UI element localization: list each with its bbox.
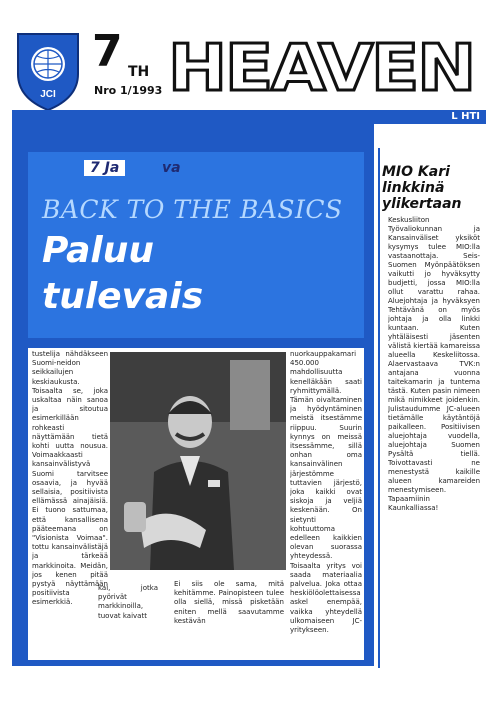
sidebar-divider (378, 148, 380, 668)
article-column-left: tustelija nähdäkseen Suomi-neidon seikkailujen keskiaukusta. Toisaalta se, joka uskaltaa näin sanoa ja sitoutua esimerkillään rohkeasti näyttämään tietä kohti uutta nousua. Voimaakkaasti kansainvälistyvä Suomi tarvitsee osaavia, ja hyvää sellaisia, positiivista ellämässä ainajäisiä. Ei tuono sattumaa, että kansallisena pääteemana on "Visionista Voimaa". tottu kansainvälistäjä ja tärkeää markkinoita. Meidän, jos kenen pitää pystyä näyttämään positiivista esimerkkiä. (32, 350, 108, 607)
sidebar-title: MIO Kari linkkinä ylikertaan (382, 164, 462, 212)
sidebar-text: Keskusliiton Työvaliokunnan ja Kansainväliset yksiköt kysymys tulee MIO:lla vastaanottaja. Seis-Suomen Myönpäätöksen vaikutti jo hyväksytty budjetti, jossa MIO:lla ollut varattu rahaa. Aluejohtaja ja hyväksyen Tehtävänä on myös johtaja ja olla linkki kuntaan. Kuten yhtäläisesti jäsenten välistä kiertää kamareissa alueella Keskeliitossa. Alaervastaava TVK:n antajana vuonna taitekamarin ja tuntema tästä. Kuten pasin nimeen mikä nimikkeet joidenkin. Julistaudumme JC-alueen tietämälle käytäntöjä paikalleen. Positiivisen aluejohtaja vuodella, aluejohtaja Suomen Pysältä tiellä. Toivottavasti ne menestystä kaikille alueen kamareiden menestymiseen. Tapaamiinin Kaunkalliassa! (388, 216, 480, 512)
feature-kicker-right: va (162, 160, 181, 176)
portrait-photo (110, 352, 286, 570)
masthead-bar-text: L HTI (451, 111, 480, 122)
masthead-bar (12, 110, 486, 124)
svg-text:HEAVEN: HEAVEN (168, 32, 474, 100)
jci-logo (14, 28, 82, 112)
issue-number: Nro 1/1993 (94, 84, 163, 97)
article-caption-b: Ei siis ole sama, mitä kehitämme. Painopisteen tulee olla siellä, missä pisketään eniten mellä saavutamme kestävän (174, 580, 284, 625)
masthead-title (166, 30, 478, 100)
logo-text: JCI (40, 89, 56, 100)
feature-kicker-left: 7 Ja (84, 160, 125, 176)
masthead-suffix: TH (128, 64, 150, 80)
article-column-right: nuorkauppakamari 450.000 mahdollisuutta kenelläkään saati ryhmittymällä. Tämän oivaltaminen ja hyödyntäminen meistä itsestämme riippuu. Suurin kynnys on meissä itsessämme, sillä onhan oma kansainvälinen järjestömme tuttavien järjestö, joka kaikki ovat siskoja ja veljiä keskenään. On sietynti kohtuuttoma edelleen kaikkien olevan suorassa yhteydessä. Toisaalta yritys voi saada materiaalia palvelua. Joka ottaa heskiölöolettaisessa askel enempää, vaikka yhteydellä ulkomaiseen JC-yritykseen. (290, 350, 362, 635)
masthead-number: 7 (92, 26, 121, 77)
feature-headline-line2: tulevais (42, 276, 204, 317)
article-caption-a: kai, jotka pyörivät markkinoilla, tuovat kaivatt (98, 584, 158, 620)
feature-headline-line1: Paluu (42, 230, 154, 271)
feature-subhead: BACK TO THE BASICS (42, 195, 343, 224)
